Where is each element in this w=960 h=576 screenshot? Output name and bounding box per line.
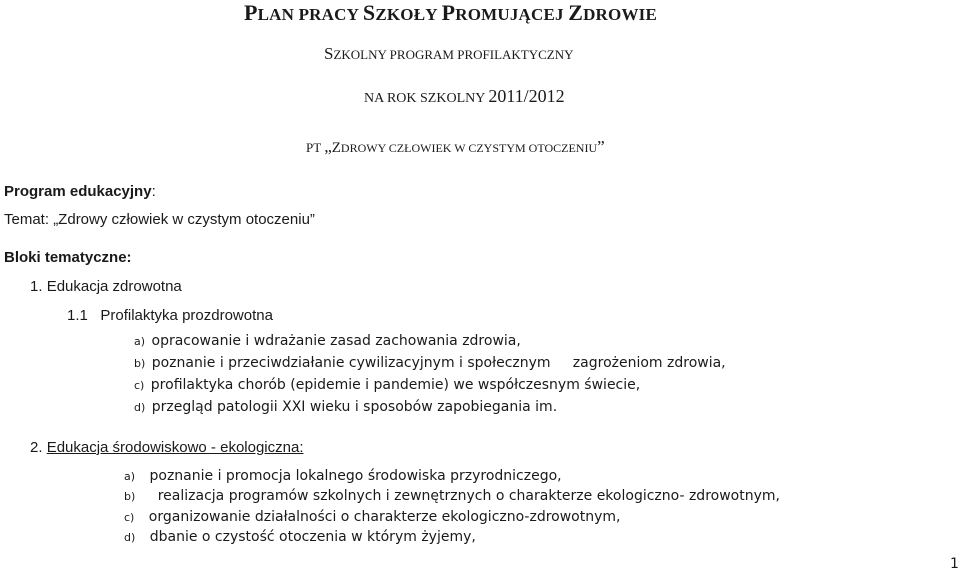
pt-initial: Z <box>331 140 341 156</box>
list-marker: d) <box>124 531 136 544</box>
list-item <box>124 488 780 504</box>
close-quote: ” <box>597 137 605 156</box>
section-2-title: Edukacja środowiskowo - ekologiczna: <box>46 439 304 456</box>
title-initial: P <box>244 0 258 25</box>
list-marker: d) <box>134 401 146 414</box>
program-label-text: Program edukacyjny <box>4 183 152 200</box>
section-2-number: 2. <box>30 439 43 456</box>
list-marker: c) <box>134 379 145 392</box>
topic-line <box>4 211 315 228</box>
list-item-text: poznanie i promocja lokalnego środowiska przyrodniczego, <box>149 468 562 484</box>
list-item <box>134 377 640 393</box>
subtitle-initial: S <box>324 44 334 63</box>
school-year: 2011/2012 <box>488 86 565 106</box>
pt-prefix: PT <box>306 140 325 155</box>
list-item-text: realizacja programów szkolnych i zewnętrznych o charakterze ekologiczno- zdrowotnym, <box>157 488 780 504</box>
list-item <box>124 509 620 525</box>
list-item <box>134 355 726 371</box>
section-1-1-heading <box>67 307 273 324</box>
subtitle-part: ZKOLNY PROGRAM PROFILAKTYCZNY <box>333 47 574 62</box>
title-initial: Z <box>568 0 584 25</box>
title-part: ROMUJĄCEJ <box>455 5 569 24</box>
title-initial: S <box>362 0 376 25</box>
section-1-1-number: 1.1 <box>67 307 88 324</box>
topic-label: Temat: <box>4 211 50 228</box>
list-item-text: przegląd patologii XXI wieku i sposobów zapobiegania im. <box>151 399 558 415</box>
program-label-colon: : <box>151 183 156 200</box>
list-item-text: poznanie i przeciwdziałanie cywilizacyjnym i społecznym zagrożeniom zdrowia, <box>151 355 726 371</box>
list-item <box>124 529 476 545</box>
pt-part: DROWY CZŁOWIEK W CZYSTYM OTOCZENIU <box>340 141 598 155</box>
list-marker: a) <box>134 335 146 348</box>
list-item-text: opracowanie i wdrażanie zasad zachowania zdrowia, <box>151 333 521 349</box>
topic-value: „Zdrowy człowiek w czystym otoczeniu” <box>53 211 315 228</box>
list-marker: b) <box>134 357 146 370</box>
blocks-label: Bloki tematyczne: <box>4 249 132 266</box>
year-prefix: NA ROK SZKOLNY <box>364 91 485 106</box>
list-item-text: profilaktyka chorób (epidemie i pandemie) we współczesnym świecie, <box>150 377 641 393</box>
section-1-heading <box>30 278 182 295</box>
title-part: LAN PRACY <box>257 5 363 24</box>
document-subtitle <box>324 44 574 64</box>
list-item-text: organizowanie działalności o charakterze ekologiczno-zdrowotnym, <box>148 509 621 525</box>
program-theme-line <box>306 137 605 157</box>
program-label <box>4 183 156 200</box>
title-part: DROWIE <box>583 5 657 24</box>
title-initial: P <box>441 0 456 25</box>
page-number: 1 <box>950 556 959 572</box>
list-item <box>124 468 562 484</box>
list-marker: b) <box>124 490 136 503</box>
section-2-heading <box>30 439 303 456</box>
title-part: ZKOŁY <box>375 5 442 24</box>
section-1-1-title: Profilaktyka prozdrowotna <box>100 307 273 324</box>
list-item-text: dbanie o czystość otoczenia w którym żyjemy, <box>149 529 476 545</box>
section-1-number: 1. <box>30 278 43 295</box>
list-marker: a) <box>124 470 136 483</box>
school-year-line <box>364 86 565 107</box>
list-item <box>134 399 557 415</box>
document-title <box>244 0 657 26</box>
list-marker: c) <box>124 511 135 524</box>
section-1-title: Edukacja zdrowotna <box>46 278 182 295</box>
list-item <box>134 333 521 349</box>
open-quote: „ <box>324 137 332 156</box>
